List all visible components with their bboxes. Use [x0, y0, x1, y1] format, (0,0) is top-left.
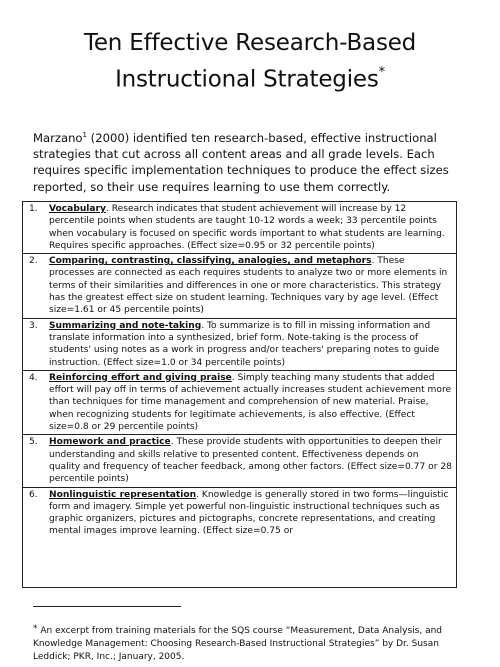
- strategy-number: 5.: [29, 437, 38, 448]
- strategy-number: 2.: [29, 256, 38, 267]
- strategies-table: [22, 201, 457, 588]
- title-line-1: Ten Effective Research-Based: [83, 30, 417, 56]
- strategy-name: Homework and practice: [49, 437, 171, 448]
- title-footnote-marker: *: [378, 65, 385, 80]
- strategy-item: [23, 202, 456, 254]
- page-title: [0, 28, 500, 96]
- footnote-divider: [33, 606, 181, 607]
- footnote-marker: *: [33, 624, 38, 634]
- strategy-description: [49, 436, 452, 485]
- footnote: [33, 621, 463, 664]
- strategy-description: [49, 255, 452, 316]
- strategy-name: Nonlinguistic representation: [49, 489, 197, 500]
- strategy-name: Vocabulary: [49, 204, 106, 214]
- strategy-number: 1.: [29, 204, 38, 214]
- strategy-description: [49, 489, 452, 538]
- strategy-number: 4.: [29, 372, 38, 383]
- title-line-2: [0, 59, 500, 96]
- intro-author: Marzano: [33, 130, 83, 145]
- strategy-description: [49, 372, 452, 433]
- strategy-name: Summarizing and note-taking: [49, 320, 202, 331]
- strategy-name: Reinforcing effort and giving praise: [49, 372, 232, 383]
- strategy-item: [23, 371, 456, 435]
- strategy-text: . To summarize is to fill in missing information and translate information into a synthesized, brief form. Note-taking is the process of students' using notes as a work in progress and/or teachers' preparing notes to guide instruction. (Effect size=1.0 or 34 percentile points): [49, 320, 440, 368]
- footnote-text: An excerpt from training materials for the SQS course “Measurement, Data Analysis, and Knowledge Management: Choosing Research-Based Instructional Strategies” by Dr. Susan Leddick; PKR, Inc.; January, 2005.: [33, 626, 443, 662]
- strategy-item: [23, 488, 456, 539]
- strategy-number: 3.: [29, 320, 38, 331]
- intro-paragraph: [33, 127, 463, 196]
- strategy-text: . Simply teaching many students that added effort will pay off in terms of achievement actually increases student achievement more than techniques for time management and comprehension of new material. Praise, when recognizing students for legitimate achievements, is also effective. (Effect size=0.8 or 29 percentile points): [49, 372, 452, 433]
- title-line-2-text: Instructional Strategies: [115, 66, 379, 93]
- strategy-number: 6.: [29, 489, 38, 500]
- intro-text: (2000) identified ten research-based, effective instructional strategies that cut across all content areas and all grade levels. Each requires specific implementation techniques to produce the effect sizes reported, so their use requires learning to use them correctly.: [33, 130, 449, 194]
- strategy-item: [23, 254, 456, 318]
- strategy-name: Comparing, contrasting, classifying, analogies, and metaphors: [49, 256, 372, 267]
- strategy-text: . Knowledge is generally stored in two forms—linguistic form and imagery. Simple yet powerful non-linguistic instructional techniques such as graphic organizers, pictures and pictographs, concrete representations, and creating mental images improve learning. (Effect size=0.75 or: [49, 489, 449, 537]
- strategy-text: . These provide students with opportunities to deepen their understanding and skills relative to presented content. Effectiveness depends on quality and frequency of teacher feedback, among other factors. (Effect size=0.77 or 28 percentile points): [49, 437, 452, 485]
- strategy-item: [23, 319, 456, 371]
- strategy-description: [49, 320, 452, 369]
- strategy-description: [49, 203, 452, 252]
- strategy-text: . These processes are connected as each requires students to analyze two or more elements in terms of their similarities and differences in one or more characteristics. This strategy has the greatest effect size on student learning. Techniques vary by age level. (Effect size=1.61 or 45 percentile points): [49, 256, 448, 316]
- intro-footnote-ref: 1: [82, 130, 87, 139]
- strategy-text: . Research indicates that student achievement will increase by 12 percentile points when students are taught 10-12 words a week; 33 percentile points when vocabulary is focused on specific words important to what students are learning. Requires specific approaches. (Effect size=0.95 or 32 percentile points): [49, 204, 445, 251]
- strategy-item: [23, 435, 456, 487]
